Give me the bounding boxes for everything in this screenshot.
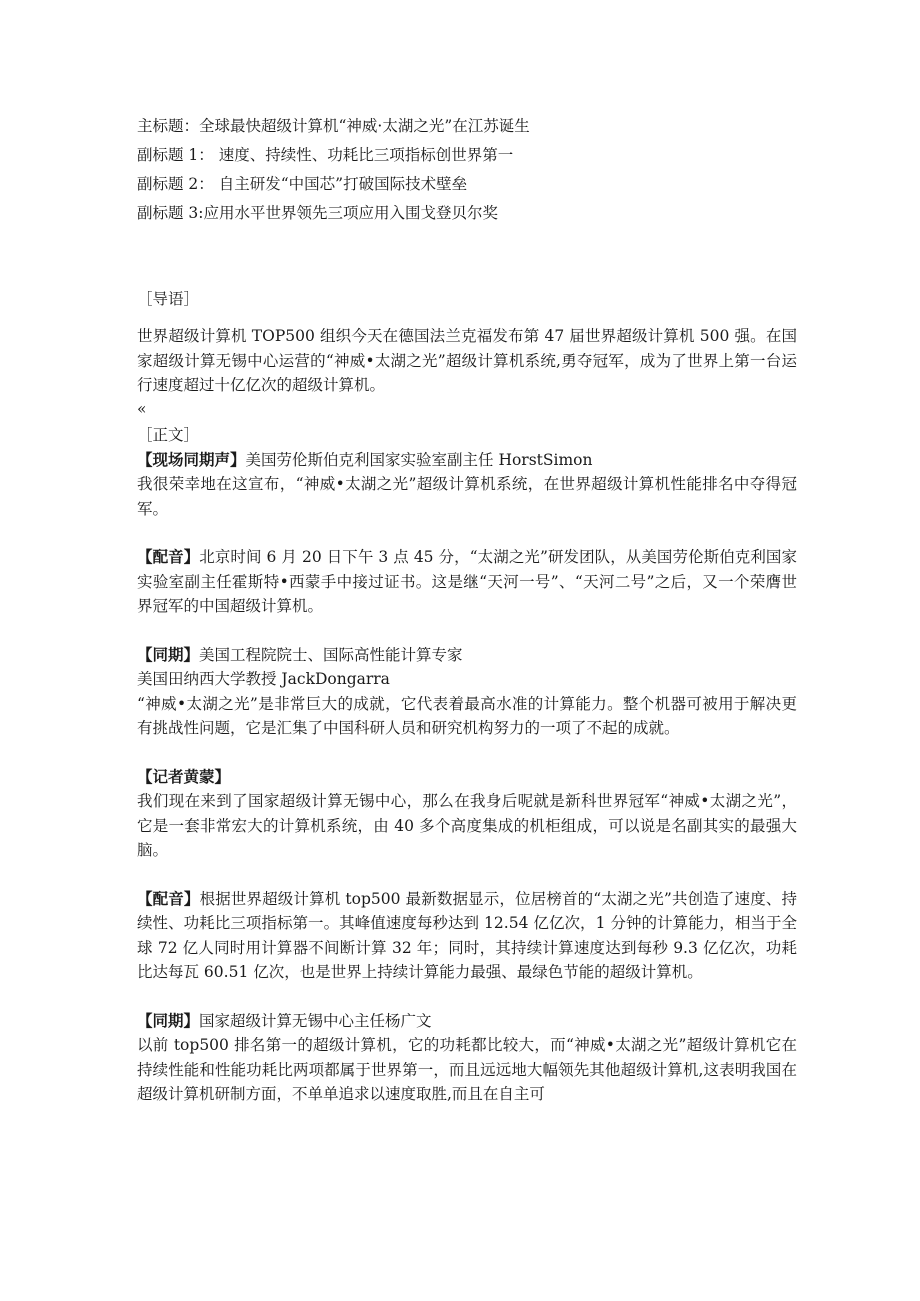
lead-paragraph: 世界超级计算机 TOP500 组织今天在德国法兰克福发布第 47 届世界超级计算机 500 强。在国家超级计算无锡中心运营的“神威•太湖之光”超级计算机系统,勇夺冠军，成为了世界上第一台运行速度超过十亿亿次的超级计算机。	[137, 327, 797, 394]
body-section-6	[137, 1009, 797, 1107]
section-heading	[137, 1009, 797, 1034]
section-tag: 【配音】	[137, 888, 200, 908]
section-heading	[137, 448, 797, 473]
section-heading	[137, 643, 797, 668]
section-text: 我们现在来到了国家超级计算无锡中心，那么在我身后呢就是新科世界冠军“神威•太湖之光”，它是一套非常宏大的计算机系统，由 40 多个高度集成的机柜组成，可以说是名副其实的最强大脑。	[137, 792, 797, 859]
section-heading	[137, 765, 797, 790]
body-section-3	[137, 643, 797, 741]
lead-label: ［导语］	[137, 290, 200, 308]
section-text: 我很荣幸地在这宣布，“神威•太湖之光”超级计算机系统，在世界超级计算机性能排名中夺得冠军。	[137, 475, 797, 518]
title-block	[137, 112, 797, 228]
subtitle-3: 副标题 3:应用水平世界领先三项应用入围戈登贝尔奖	[137, 204, 499, 222]
body-label: ［正文］	[137, 425, 200, 444]
subtitle-2: 副标题 2： 自主研发“中国芯”打破国际技术壁垒	[137, 175, 468, 193]
section-tag: 【同期】	[137, 644, 200, 664]
section-tag: 【配音】	[137, 547, 200, 566]
body-section-4	[137, 765, 797, 863]
section-text: 以前 top500 排名第一的超级计算机，它的功耗都比较大，而“神威•太湖之光”超级计算机它在持续性能和性能功耗比两项都属于世界第一，而且远远地大幅领先其他超级计算机,这表明我国在超级计算机研制方面，不单单追求以速度取胜,而且在自主可	[137, 1036, 797, 1103]
section-tag: 【记者黄蒙】	[137, 766, 231, 786]
section-speaker: 美国工程院院士、国际高性能计算专家	[199, 645, 463, 664]
section-speaker: 美国劳伦斯伯克利国家实验室副主任 HorstSimon	[245, 450, 593, 469]
section-text	[137, 887, 797, 985]
body-section-2	[137, 545, 797, 619]
section-tag: 【同期】	[137, 1010, 200, 1030]
main-title: 主标题：全球最快超级计算机“神威·太湖之光”在江苏诞生	[137, 117, 530, 135]
document-page	[137, 112, 797, 1107]
section-tag: 【现场同期声】	[137, 449, 246, 469]
section-text	[137, 545, 797, 619]
section-speaker-title: 美国田纳西大学教授 JackDongarra	[137, 670, 390, 688]
section-text: “神威•太湖之光”是非常巨大的成就，它代表着最高水准的计算能力。整个机器可被用于解决更有挑战性问题，它是汇集了中国科研人员和研究机构努力的一项了不起的成就。	[137, 694, 797, 737]
section-body: 北京时间 6 月 20 日下午 3 点 45 分，“太湖之光”研发团队，从美国劳伦斯伯克利国家实验室副主任霍斯特•西蒙手中接过证书。这是继“天河一号”、“天河二号”之后，又一个荣膺世界冠军的中国超级计算机。	[137, 548, 797, 615]
section-speaker: 国家超级计算无锡中心主任杨广文	[199, 1011, 432, 1030]
section-body: 根据世界超级计算机 top500 最新数据显示，位居榜首的“太湖之光”共创造了速度、持续性、功耗比三项指标第一。其峰值速度每秒达到 12.54 亿亿次，1 分钟的计算能力，相当于全球 72 亿人同时用计算器不间断计算 32 年；同时，其持续计算速度达到每秒 9.3 亿亿次，功耗比达每瓦 60.51 亿次，也是世界上持续计算能力最强、最绿色节能的超级计算机。	[137, 889, 797, 981]
body-section-5	[137, 887, 797, 985]
body-section-1	[137, 448, 797, 522]
lead-mark: «	[137, 399, 147, 418]
subtitle-1: 副标题 1： 速度、持续性、功耗比三项指标创世界第一	[137, 146, 514, 164]
